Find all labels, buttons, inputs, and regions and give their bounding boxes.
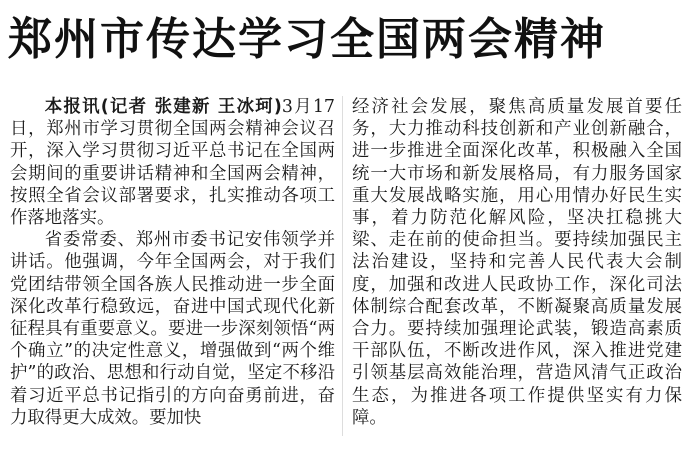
article-column-right — [352, 96, 682, 441]
headline: 郑州市传达学习全国两会精神 — [8, 14, 606, 65]
paragraph-2-continued: 经济社会发展，聚焦高质量发展首要任务，大力推动科技创新和产业创新融合，进一步推进全面深化改革，积极融入全国统一大市场和新发展格局，有力服务国家重大发展战略实施，用心用情办好民生实事，着力防范化解风险，坚决扛稳挑大梁、走在前的使命担当。要持续加强民主法治建设，坚持和完善人民代表大会制度，加强和改进人民政协工作，深化司法体制综合配套改革，不断凝聚高质量发展合力。要持续加强理论武装，锻造高素质干部队伍，不断改进作风，深入推进党建引领基层高效能治理，营造风清气正政治生态，为推进各项工作提供坚实有力保障。 — [352, 97, 682, 428]
paragraph-1 — [10, 96, 335, 229]
column-divider — [342, 96, 343, 436]
byline: 本报讯(记者 张建新 王冰珂) — [44, 97, 282, 117]
article-column-left — [10, 96, 335, 441]
paragraph-1-text: 3月17日，郑州市学习贯彻全国两会精神会议召开，深入学习贯彻习近平总书记在全国两会期间的重要讲话精神和全国两会精神，按照全省会议部署要求，扎实推动各项工作落地落实。 — [10, 97, 335, 229]
paragraph-2: 省委常委、郑州市委书记安伟领学并讲话。他强调，今年全国两会，对于我们党团结带领全国各族人民推动进一步全面深化改革行稳致远，奋进中国式现代化新征程具有重要意义。要进一步深刻领悟“两个确立”的决定性意义，增强做到“两个维护”的政治、思想和行动自觉，坚定不移沿着习近平总书记指引的方向奋勇前进，奋力取得更大成效。要加快 — [10, 230, 335, 428]
